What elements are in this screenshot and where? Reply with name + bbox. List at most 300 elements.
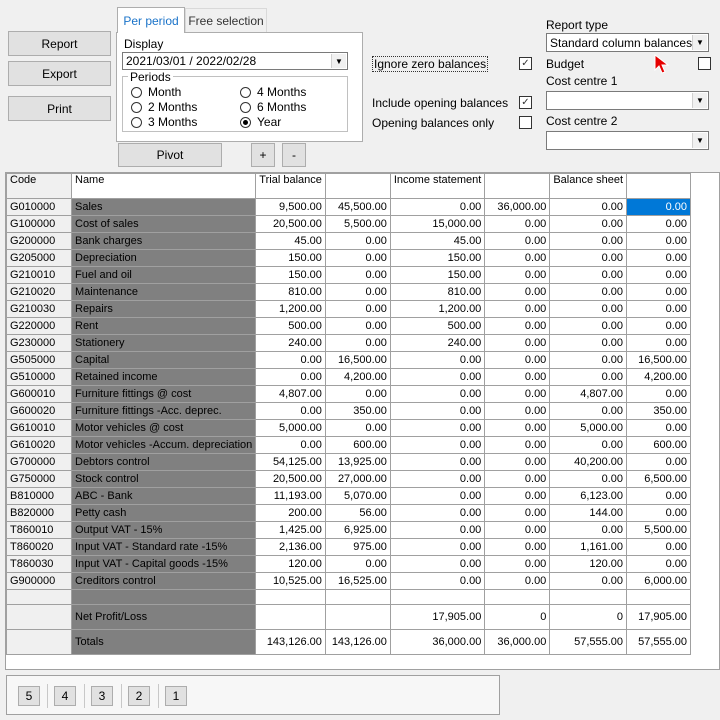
name-cell[interactable]: Creditors control — [72, 573, 256, 590]
radio-6-months[interactable] — [240, 100, 306, 114]
table-row[interactable] — [7, 199, 691, 216]
page-button-1[interactable] — [165, 686, 187, 706]
name-cell[interactable]: Stock control — [72, 471, 256, 488]
budget-checkbox[interactable] — [698, 57, 711, 70]
amount-cell[interactable]: 350.00 — [627, 403, 691, 420]
amount-cell[interactable]: 0.00 — [390, 403, 484, 420]
table-row[interactable] — [7, 471, 691, 488]
amount-cell[interactable]: 4,807.00 — [256, 386, 326, 403]
name-cell[interactable]: Output VAT - 15% — [72, 522, 256, 539]
amount-cell[interactable]: 36,000.00 — [390, 630, 484, 655]
amount-cell[interactable]: 5,500.00 — [627, 522, 691, 539]
code-cell[interactable]: G505000 — [7, 352, 72, 369]
amount-cell[interactable]: 0.00 — [550, 233, 627, 250]
amount-cell[interactable]: 45.00 — [256, 233, 326, 250]
radio-dot — [240, 102, 251, 113]
amount-cell[interactable]: 0.00 — [550, 318, 627, 335]
amount-cell[interactable]: 0.00 — [627, 301, 691, 318]
amount-cell[interactable]: 0.00 — [550, 267, 627, 284]
amount-cell[interactable]: 975.00 — [325, 539, 390, 556]
amount-cell[interactable]: 0.00 — [325, 250, 390, 267]
amount-cell[interactable]: 6,925.00 — [325, 522, 390, 539]
amount-cell[interactable]: 4,807.00 — [550, 386, 627, 403]
amount-cell[interactable]: 0.00 — [485, 454, 550, 471]
name-cell[interactable]: Input VAT - Capital goods -15% — [72, 556, 256, 573]
display-label: Display — [124, 37, 164, 51]
chevron-down-icon[interactable]: ▼ — [692, 35, 707, 50]
totals-row[interactable] — [7, 630, 691, 655]
code-cell[interactable]: G510000 — [7, 369, 72, 386]
column-header[interactable]: Code — [7, 174, 72, 199]
amount-cell[interactable]: 16,525.00 — [325, 573, 390, 590]
amount-cell[interactable]: 0.00 — [485, 403, 550, 420]
code-cell[interactable]: G100000 — [7, 216, 72, 233]
code-cell[interactable] — [7, 605, 72, 630]
table-row[interactable] — [7, 352, 691, 369]
amount-cell[interactable]: 0.00 — [627, 335, 691, 352]
net-profit-row[interactable] — [7, 605, 691, 630]
amount-cell[interactable]: 57,555.00 — [627, 630, 691, 655]
header-row[interactable] — [7, 174, 691, 199]
table-row[interactable] — [7, 556, 691, 573]
table-row[interactable] — [7, 454, 691, 471]
opening-balances-only-checkbox[interactable] — [519, 116, 532, 129]
print-button[interactable] — [8, 96, 111, 121]
ignore-zero-balances-label[interactable]: Ignore zero balances — [374, 57, 487, 71]
amount-cell[interactable]: 0.00 — [390, 522, 484, 539]
code-cell[interactable]: G700000 — [7, 454, 72, 471]
amount-cell[interactable]: 1,425.00 — [256, 522, 326, 539]
code-cell[interactable]: T860020 — [7, 539, 72, 556]
amount-cell[interactable]: 36,000.00 — [485, 199, 550, 216]
amount-cell[interactable]: 240.00 — [256, 335, 326, 352]
amount-cell[interactable]: 16,500.00 — [325, 352, 390, 369]
amount-cell[interactable]: 13,925.00 — [325, 454, 390, 471]
radio-4-months-label: 4 Months — [257, 85, 307, 99]
amount-cell[interactable] — [627, 590, 691, 605]
code-cell[interactable]: T860030 — [7, 556, 72, 573]
amount-cell[interactable] — [325, 605, 390, 630]
name-cell[interactable]: Maintenance — [72, 284, 256, 301]
column-header[interactable]: Income statement — [390, 174, 484, 199]
amount-cell[interactable]: 500.00 — [256, 318, 326, 335]
amount-cell[interactable]: 0.00 — [550, 369, 627, 386]
amount-cell[interactable]: 16,500.00 — [627, 352, 691, 369]
amount-cell[interactable]: 1,161.00 — [550, 539, 627, 556]
amount-cell[interactable]: 0.00 — [550, 352, 627, 369]
code-cell[interactable]: G220000 — [7, 318, 72, 335]
amount-cell[interactable]: 0.00 — [627, 505, 691, 522]
amount-cell[interactable]: 0.00 — [325, 233, 390, 250]
amount-cell[interactable] — [390, 590, 484, 605]
column-header[interactable]: Balance sheet — [550, 174, 627, 199]
column-header[interactable] — [325, 174, 390, 199]
amount-cell[interactable]: 0.00 — [390, 199, 484, 216]
code-cell[interactable]: B820000 — [7, 505, 72, 522]
page-button-label: 4 — [61, 689, 69, 703]
code-cell[interactable]: G600020 — [7, 403, 72, 420]
radio-2-months[interactable] — [131, 100, 197, 114]
radio-dot — [131, 117, 142, 128]
amount-cell[interactable] — [550, 590, 627, 605]
amount-cell[interactable]: 20,500.00 — [256, 216, 326, 233]
amount-cell[interactable]: 0.00 — [390, 471, 484, 488]
amount-cell[interactable]: 0.00 — [256, 369, 326, 386]
include-opening-balances-label: Include opening balances — [372, 96, 509, 110]
amount-cell[interactable]: 0.00 — [550, 471, 627, 488]
amount-cell[interactable]: 0.00 — [550, 437, 627, 454]
amount-cell[interactable]: 6,500.00 — [627, 471, 691, 488]
amount-cell[interactable]: 0 — [485, 605, 550, 630]
amount-cell[interactable]: 0.00 — [485, 267, 550, 284]
cursor-arrow-icon — [654, 54, 670, 74]
name-cell[interactable]: Totals — [72, 630, 256, 655]
column-header[interactable]: Trial balance — [256, 174, 326, 199]
amount-cell[interactable]: 0.00 — [627, 420, 691, 437]
export-button[interactable] — [8, 61, 111, 86]
name-cell[interactable]: Rent — [72, 318, 256, 335]
amount-cell[interactable]: 0.00 — [485, 250, 550, 267]
amount-cell[interactable]: 0.00 — [485, 437, 550, 454]
display-value: 2021/03/01 / 2022/02/28 — [126, 54, 257, 68]
name-cell[interactable]: Furniture fittings -Acc. deprec. — [72, 403, 256, 420]
balances-grid[interactable] — [5, 172, 720, 670]
amount-cell[interactable]: 4,200.00 — [325, 369, 390, 386]
code-cell[interactable]: T860010 — [7, 522, 72, 539]
page-button-2[interactable] — [128, 686, 150, 706]
amount-cell[interactable]: 1,200.00 — [256, 301, 326, 318]
name-cell[interactable]: Motor vehicles -Accum. depreciation — [72, 437, 256, 454]
amount-cell[interactable]: 0.00 — [256, 437, 326, 454]
table-row[interactable] — [7, 386, 691, 403]
column-header[interactable]: Name — [72, 174, 256, 199]
amount-cell[interactable]: 0.00 — [390, 454, 484, 471]
amount-cell[interactable]: 5,070.00 — [325, 488, 390, 505]
name-cell[interactable]: Input VAT - Standard rate -15% — [72, 539, 256, 556]
amount-cell[interactable]: 0.00 — [325, 420, 390, 437]
table-row[interactable] — [7, 522, 691, 539]
amount-cell[interactable]: 2,136.00 — [256, 539, 326, 556]
chevron-down-icon[interactable]: ▼ — [692, 133, 707, 148]
print-button-label: Print — [47, 101, 72, 116]
radio-dot — [240, 87, 251, 98]
minus-button[interactable] — [282, 143, 306, 167]
amount-cell[interactable]: 0 — [550, 605, 627, 630]
table-row[interactable] — [7, 233, 691, 250]
page-button-5[interactable] — [18, 686, 40, 706]
amount-cell[interactable]: 0.00 — [485, 284, 550, 301]
radio-3-months[interactable] — [131, 115, 197, 129]
amount-cell[interactable]: 54,125.00 — [256, 454, 326, 471]
amount-cell[interactable]: 15,000.00 — [390, 216, 484, 233]
minus-icon: - — [292, 148, 296, 162]
amount-cell[interactable] — [256, 590, 326, 605]
name-cell[interactable] — [72, 590, 256, 605]
amount-cell[interactable]: 5,000.00 — [256, 420, 326, 437]
plus-button[interactable] — [251, 143, 275, 167]
amount-cell[interactable]: 0.00 — [550, 284, 627, 301]
table-row[interactable] — [7, 318, 691, 335]
selected-cell[interactable]: 0.00 — [627, 199, 691, 216]
amount-cell[interactable]: 0.00 — [485, 352, 550, 369]
amount-cell[interactable]: 57,555.00 — [550, 630, 627, 655]
amount-cell[interactable]: 0.00 — [325, 267, 390, 284]
pivot-button[interactable] — [118, 143, 222, 167]
code-cell[interactable]: G210010 — [7, 267, 72, 284]
amount-cell[interactable]: 40,200.00 — [550, 454, 627, 471]
amount-cell[interactable]: 350.00 — [325, 403, 390, 420]
amount-cell[interactable]: 200.00 — [256, 505, 326, 522]
amount-cell[interactable]: 150.00 — [390, 250, 484, 267]
amount-cell[interactable]: 0.00 — [627, 250, 691, 267]
amount-cell[interactable]: 0.00 — [390, 488, 484, 505]
cost-centre-1-combo[interactable] — [546, 91, 709, 110]
amount-cell[interactable]: 0.00 — [485, 488, 550, 505]
amount-cell[interactable]: 56.00 — [325, 505, 390, 522]
code-cell[interactable]: G010000 — [7, 199, 72, 216]
amount-cell[interactable]: 810.00 — [390, 284, 484, 301]
amount-cell[interactable]: 10,525.00 — [256, 573, 326, 590]
table-row[interactable] — [7, 539, 691, 556]
amount-cell[interactable]: 5,500.00 — [325, 216, 390, 233]
column-header[interactable] — [627, 174, 691, 199]
column-header[interactable] — [485, 174, 550, 199]
table-row[interactable] — [7, 420, 691, 437]
page-button-4[interactable] — [54, 686, 76, 706]
amount-cell[interactable]: 0.00 — [485, 318, 550, 335]
amount-cell[interactable]: 0.00 — [390, 573, 484, 590]
report-button[interactable] — [8, 31, 111, 56]
table-row[interactable] — [7, 505, 691, 522]
amount-cell[interactable]: 0.00 — [627, 454, 691, 471]
amount-cell[interactable]: 0.00 — [390, 505, 484, 522]
name-cell[interactable]: Retained income — [72, 369, 256, 386]
amount-cell[interactable]: 0.00 — [485, 471, 550, 488]
amount-cell[interactable]: 0.00 — [390, 556, 484, 573]
page-button-label: 5 — [25, 689, 33, 703]
table-row[interactable] — [7, 403, 691, 420]
pivot-button-label: Pivot — [156, 148, 184, 162]
amount-cell[interactable]: 27,000.00 — [325, 471, 390, 488]
report-type-combo[interactable] — [546, 33, 709, 52]
amount-cell[interactable]: 6,123.00 — [550, 488, 627, 505]
name-cell[interactable]: Repairs — [72, 301, 256, 318]
amount-cell[interactable]: 150.00 — [390, 267, 484, 284]
amount-cell[interactable]: 0.00 — [485, 216, 550, 233]
amount-cell[interactable]: 0.00 — [390, 386, 484, 403]
code-cell[interactable]: G900000 — [7, 573, 72, 590]
code-cell[interactable]: G750000 — [7, 471, 72, 488]
amount-cell[interactable]: 120.00 — [256, 556, 326, 573]
display-combo[interactable] — [122, 52, 348, 70]
amount-cell[interactable]: 0.00 — [627, 284, 691, 301]
code-cell[interactable] — [7, 590, 72, 605]
table-row[interactable] — [7, 267, 691, 284]
code-cell[interactable]: G210030 — [7, 301, 72, 318]
include-opening-balances-checkbox[interactable]: ✓ — [519, 96, 532, 109]
amount-cell[interactable]: 0.00 — [390, 369, 484, 386]
amount-cell[interactable]: 0.00 — [485, 539, 550, 556]
name-cell[interactable]: Debtors control — [72, 454, 256, 471]
table-row[interactable] — [7, 250, 691, 267]
separator — [84, 684, 85, 708]
name-cell[interactable]: Fuel and oil — [72, 267, 256, 284]
radio-month-label: Month — [148, 85, 182, 99]
code-cell[interactable]: G210020 — [7, 284, 72, 301]
amount-cell[interactable]: 0.00 — [485, 573, 550, 590]
code-cell[interactable]: G230000 — [7, 335, 72, 352]
amount-cell[interactable]: 0.00 — [485, 556, 550, 573]
table-row[interactable] — [7, 284, 691, 301]
amount-cell[interactable]: 20,500.00 — [256, 471, 326, 488]
blank-row[interactable] — [7, 590, 691, 605]
page-tabs-bar — [6, 675, 500, 715]
table-row[interactable] — [7, 369, 691, 386]
amount-cell[interactable]: 36,000.00 — [485, 630, 550, 655]
amount-cell[interactable]: 600.00 — [325, 437, 390, 454]
amount-cell[interactable]: 810.00 — [256, 284, 326, 301]
amount-cell[interactable]: 0.00 — [550, 199, 627, 216]
amount-cell[interactable]: 150.00 — [256, 250, 326, 267]
name-cell[interactable]: Furniture fittings @ cost — [72, 386, 256, 403]
amount-cell[interactable]: 0.00 — [390, 420, 484, 437]
cost-centre-2-combo[interactable] — [546, 131, 709, 150]
chevron-down-icon[interactable]: ▼ — [692, 93, 707, 108]
amount-cell[interactable]: 0.00 — [390, 352, 484, 369]
amount-cell[interactable] — [256, 605, 326, 630]
amount-cell[interactable]: 143,126.00 — [325, 630, 390, 655]
amount-cell[interactable]: 17,905.00 — [627, 605, 691, 630]
radio-year[interactable] — [240, 115, 281, 129]
amount-cell[interactable]: 120.00 — [550, 556, 627, 573]
amount-cell[interactable]: 0.00 — [627, 488, 691, 505]
amount-cell[interactable]: 1,200.00 — [390, 301, 484, 318]
amount-cell[interactable]: 150.00 — [256, 267, 326, 284]
amount-cell[interactable]: 0.00 — [550, 301, 627, 318]
amount-cell[interactable]: 0.00 — [550, 573, 627, 590]
page-button-label: 1 — [172, 689, 180, 703]
amount-cell[interactable]: 17,905.00 — [390, 605, 484, 630]
amount-cell[interactable]: 0.00 — [550, 335, 627, 352]
separator — [158, 684, 159, 708]
amount-cell[interactable] — [485, 590, 550, 605]
name-cell[interactable]: Capital — [72, 352, 256, 369]
name-cell[interactable]: Cost of sales — [72, 216, 256, 233]
amount-cell[interactable]: 0.00 — [485, 386, 550, 403]
ignore-zero-balances-checkbox[interactable]: ✓ — [519, 57, 532, 70]
name-cell[interactable]: Petty cash — [72, 505, 256, 522]
amount-cell[interactable]: 0.00 — [627, 216, 691, 233]
amount-cell[interactable]: 0.00 — [485, 369, 550, 386]
chevron-down-icon[interactable]: ▼ — [331, 54, 346, 68]
amount-cell[interactable] — [325, 590, 390, 605]
page-button-3[interactable] — [91, 686, 113, 706]
table-row[interactable] — [7, 488, 691, 505]
amount-cell[interactable]: 0.00 — [485, 420, 550, 437]
amount-cell[interactable]: 0.00 — [485, 505, 550, 522]
radio-3-months-label: 3 Months — [148, 115, 198, 129]
tab-free-selection[interactable] — [185, 8, 267, 32]
amount-cell[interactable]: 4,200.00 — [627, 369, 691, 386]
name-cell[interactable]: Net Profit/Loss — [72, 605, 256, 630]
amount-cell[interactable]: 0.00 — [627, 386, 691, 403]
amount-cell[interactable]: 600.00 — [627, 437, 691, 454]
radio-4-months[interactable] — [240, 85, 306, 99]
code-cell[interactable]: G200000 — [7, 233, 72, 250]
code-cell[interactable] — [7, 630, 72, 655]
name-cell[interactable]: ABC - Bank — [72, 488, 256, 505]
amount-cell[interactable]: 6,000.00 — [627, 573, 691, 590]
radio-dot — [131, 87, 142, 98]
amount-cell[interactable]: 0.00 — [550, 216, 627, 233]
table-row[interactable] — [7, 573, 691, 590]
amount-cell[interactable]: 0.00 — [485, 522, 550, 539]
amount-cell[interactable]: 0.00 — [390, 437, 484, 454]
code-cell[interactable]: G600010 — [7, 386, 72, 403]
table-row[interactable] — [7, 335, 691, 352]
code-cell[interactable]: G610010 — [7, 420, 72, 437]
name-cell[interactable]: Stationery — [72, 335, 256, 352]
amount-cell[interactable]: 0.00 — [485, 335, 550, 352]
name-cell[interactable]: Motor vehicles @ cost — [72, 420, 256, 437]
cost-centre-1-label: Cost centre 1 — [546, 74, 618, 88]
radio-month[interactable] — [131, 85, 181, 99]
amount-cell[interactable]: 0.00 — [390, 539, 484, 556]
amount-cell[interactable]: 0.00 — [627, 556, 691, 573]
code-cell[interactable]: B810000 — [7, 488, 72, 505]
amount-cell[interactable]: 0.00 — [325, 335, 390, 352]
amount-cell[interactable]: 0.00 — [325, 386, 390, 403]
table-row[interactable] — [7, 437, 691, 454]
amount-cell[interactable]: 144.00 — [550, 505, 627, 522]
amount-cell[interactable]: 143,126.00 — [256, 630, 326, 655]
code-cell[interactable]: G205000 — [7, 250, 72, 267]
amount-cell[interactable]: 0.00 — [485, 301, 550, 318]
amount-cell[interactable]: 0.00 — [627, 318, 691, 335]
amount-cell[interactable]: 0.00 — [627, 267, 691, 284]
amount-cell[interactable]: 5,000.00 — [550, 420, 627, 437]
amount-cell[interactable]: 45.00 — [390, 233, 484, 250]
name-cell[interactable]: Depreciation — [72, 250, 256, 267]
amount-cell[interactable]: 0.00 — [627, 539, 691, 556]
tab-per-period[interactable] — [117, 7, 185, 33]
name-cell[interactable]: Sales — [72, 199, 256, 216]
amount-cell[interactable]: 0.00 — [256, 352, 326, 369]
amount-cell[interactable]: 11,193.00 — [256, 488, 326, 505]
amount-cell[interactable]: 0.00 — [325, 556, 390, 573]
amount-cell[interactable]: 0.00 — [256, 403, 326, 420]
amount-cell[interactable]: 0.00 — [627, 233, 691, 250]
table-row[interactable] — [7, 216, 691, 233]
opening-balances-only-label: Opening balances only — [372, 116, 495, 130]
amount-cell[interactable]: 0.00 — [550, 403, 627, 420]
amount-cell[interactable]: 45,500.00 — [325, 199, 390, 216]
amount-cell[interactable]: 0.00 — [550, 250, 627, 267]
amount-cell[interactable]: 0.00 — [325, 301, 390, 318]
code-cell[interactable]: G610020 — [7, 437, 72, 454]
table-row[interactable] — [7, 301, 691, 318]
name-cell[interactable]: Bank charges — [72, 233, 256, 250]
amount-cell[interactable]: 0.00 — [325, 284, 390, 301]
report-type-label: Report type — [546, 18, 609, 32]
amount-cell[interactable]: 9,500.00 — [256, 199, 326, 216]
amount-cell[interactable]: 240.00 — [390, 335, 484, 352]
amount-cell[interactable]: 500.00 — [390, 318, 484, 335]
amount-cell[interactable]: 0.00 — [550, 522, 627, 539]
amount-cell[interactable]: 0.00 — [485, 233, 550, 250]
radio-year-label: Year — [257, 115, 282, 129]
amount-cell[interactable]: 0.00 — [325, 318, 390, 335]
